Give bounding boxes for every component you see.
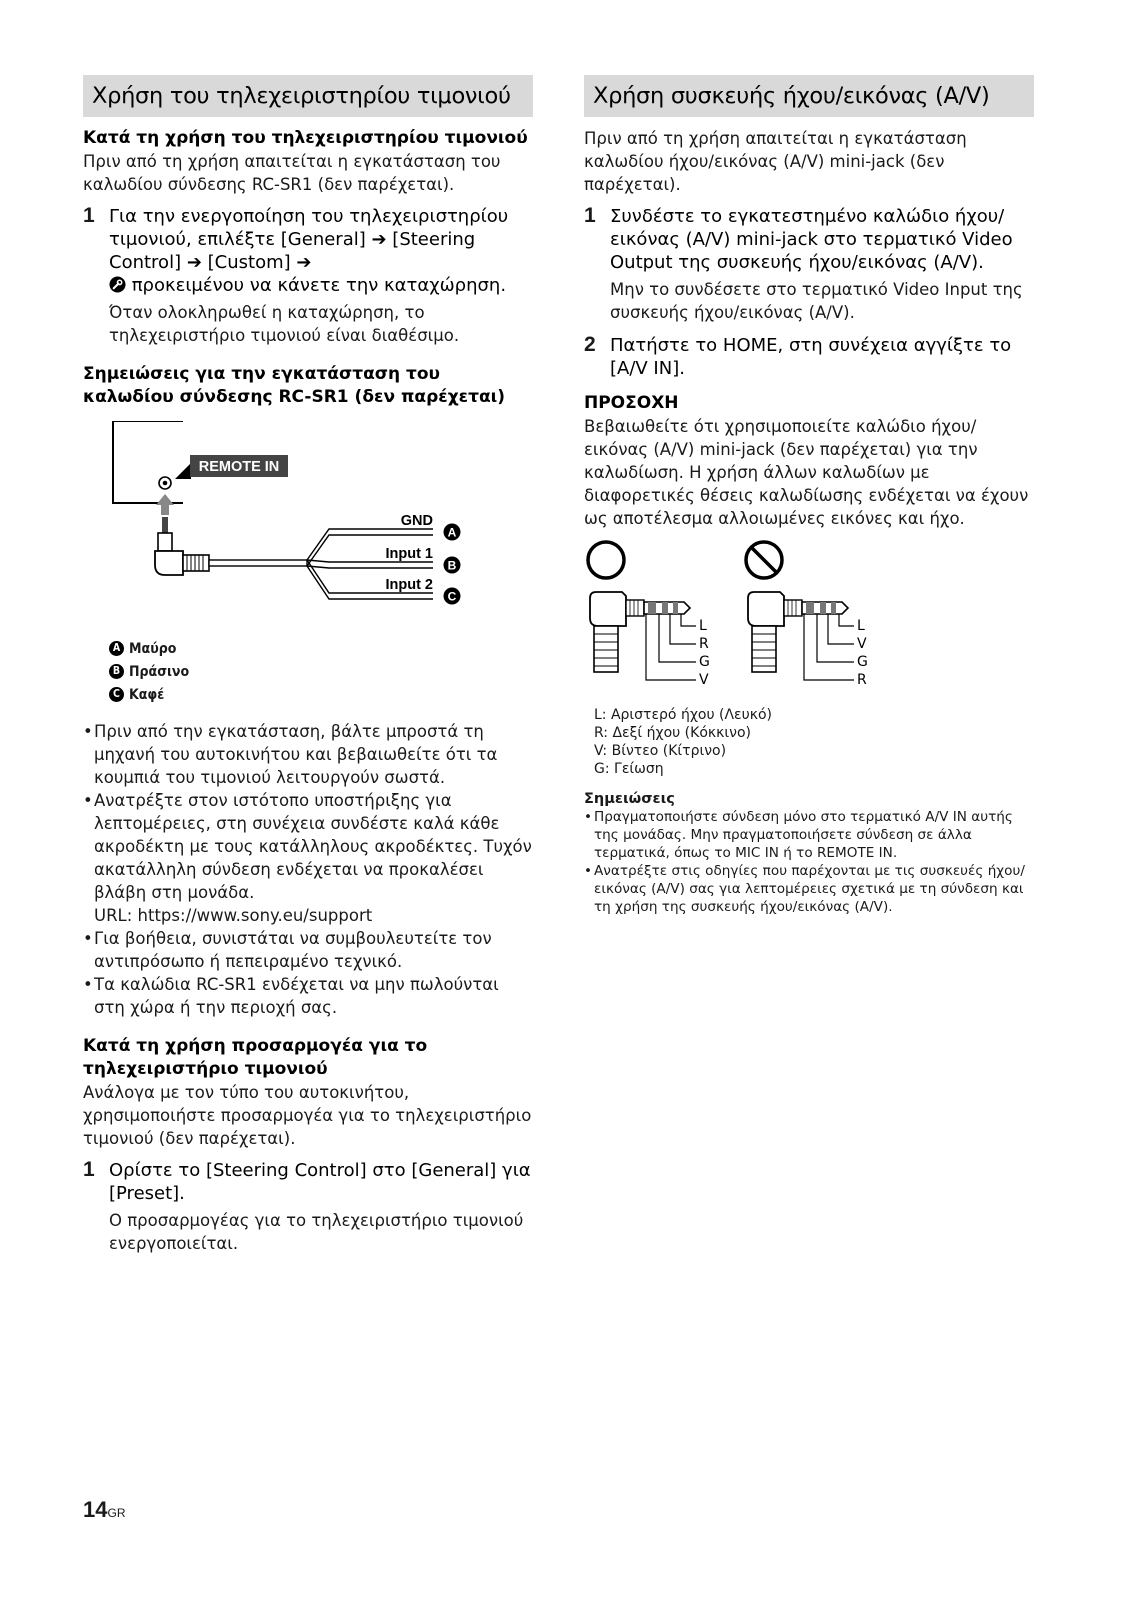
ok-label-4: V [699, 672, 709, 688]
av-step-1 [584, 205, 1034, 324]
jack-wiring-comparison [584, 540, 1034, 700]
legend-item: C Καφέ [109, 683, 533, 706]
step-number: 1 [83, 1158, 95, 1181]
section-title-av-device: Χρήση συσκευής ήχου/εικόνας (A/V) [584, 75, 1034, 117]
step-number: 1 [584, 204, 596, 227]
legend-item: B Πράσινο [109, 660, 533, 683]
wrench-settings-icon [109, 276, 126, 293]
input2-label: Input 2 [385, 577, 433, 593]
ng-label-4: R [857, 672, 867, 688]
remote-in-label: REMOTE IN [198, 459, 280, 475]
caution-text: Βεβαιωθείτε ότι χρησιμοποιείτε καλώδιο ήχου/εικόνας (A/V) mini-jack (δεν παρέχεται) για την καλωδίωση. Η χρήση άλλων καλωδίων με διαφορετικές θέσεις καλωδίωσης ενδέχεται να έχουν ως αποτέλεσμα αλλοιωμένες εικόνες και ήχο. [584, 417, 1029, 528]
step-1-text: Ορίστε το [Steering Control] στο [General] για [Preset]. [109, 1160, 531, 1204]
page-number: 14GR [83, 1497, 126, 1522]
step-1-text: Συνδέστε το εγκατεστημένο καλώδιο ήχου/εικόνας (A/V) mini-jack στο τερματικό Video Output της συσκευής ήχου/εικόνας (A/V). [610, 206, 1013, 273]
list-item: • Πραγματοποιήστε σύνδεση μόνο στο τερματικό A/V IN αυτής της μονάδας. Μην πραγματοποιήσετε σύνδεση σε άλλα τερματικά, όπως το MIC IN ή το REMOTE IN. [584, 808, 1034, 862]
step-1-text: Για την ενεργοποίηση του τηλεχειριστηρίου τιμονιού, επιλέξτε [General] ➔ [Steering Control] ➔ [Custom] ➔ προκειμένου να κάνετε την καταχώρηση. [109, 206, 509, 296]
subheading-steering-remote-use: Κατά τη χρήση του τηλεχειριστηρίου τιμονιού [83, 128, 528, 148]
step-number: 1 [83, 204, 95, 227]
av-intro: Πριν από τη χρήση απαιτείται η εγκατάσταση καλωδίου ήχου/εικόνας (A/V) mini-jack (δεν παρέχεται). [584, 129, 967, 194]
install-notes-list [83, 720, 533, 1019]
ok-circle-icon [588, 542, 624, 578]
ng-label-3: G [857, 654, 868, 670]
av-step-2 [584, 334, 1034, 380]
step-2-text: Πατήστε το HOME, στη συνέχεια αγγίξτε το [A/V IN]. [610, 335, 1012, 379]
wire-color-legend [109, 637, 533, 706]
prohibited-icon [746, 542, 782, 578]
step-1-note: Ο προσαρμογέας για το τηλεχειριστήριο τιμονιού ενεργοποιείται. [109, 1211, 524, 1253]
correct-jack-diagram [588, 542, 710, 688]
badge-b: B [447, 558, 457, 573]
arrow-right-icon: ➔ [296, 252, 312, 273]
list-item: • Ανατρέξτε στις οδηγίες που παρέχονται με τις συσκευές ήχου/εικόνας (A/V) σας για λεπτομέρειες σχετικά με τη σύνδεση και τη χρήση της συσκευής ήχου/εικόνας (A/V). [584, 862, 1034, 916]
right-column [584, 75, 1034, 916]
notes-heading: Σημειώσεις [584, 791, 675, 807]
adapter-step-1 [83, 1159, 533, 1255]
arrow-right-icon: ➔ [371, 229, 387, 250]
jack-legend [594, 706, 1034, 778]
step-1-note: Μην το συνδέσετε στο τερματικό Video Input της συσκευής ήχου/εικόνας (A/V). [610, 280, 1023, 322]
legend-item: R: Δεξί ήχου (Κόκκινο) [594, 725, 751, 741]
legend-item: L: Αριστερό ήχου (Λευκό) [594, 707, 773, 723]
list-item: • Τα καλώδια RC-SR1 ενδέχεται να μην πωλούνται στη χώρα ή την περιοχή σας. [83, 973, 533, 1019]
ng-label-2: V [857, 636, 867, 652]
caution-heading: ΠΡΟΣΟΧΗ [584, 393, 679, 413]
notes-list [584, 808, 1034, 916]
arrow-right-icon: ➔ [186, 252, 202, 273]
input1-label: Input 1 [385, 546, 433, 562]
step-1-note: Όταν ολοκληρωθεί η καταχώρηση, το τηλεχειριστήριο τιμονιού είναι διαθέσιμο. [109, 303, 460, 345]
legend-item: G: Γείωση [594, 761, 664, 777]
badge-c: C [447, 589, 457, 604]
rc-sr1-wiring-diagram [83, 421, 533, 631]
list-item: • Ανατρέξτε στον ιστότοπο υποστήριξης για λεπτομέρειες, στη συνέχεια συνδέστε καλά κάθε ακροδέκτη με τους κατάλληλους ακροδέκτες. Τυχόν ακατάλληλη σύνδεση ενδέχεται να προκαλέσει βλάβη στη μονάδα. URL: https://www.sony.eu/support [83, 789, 533, 927]
ok-label-1: L [699, 618, 707, 634]
steering-step-1 [83, 205, 533, 347]
ok-label-3: G [699, 654, 710, 670]
ng-label-1: L [857, 618, 865, 634]
step-number: 2 [584, 333, 596, 356]
left-column [83, 75, 533, 1255]
badge-a: A [447, 525, 457, 540]
list-item: • Πριν από την εγκατάσταση, βάλτε μπροστά τη μηχανή του αυτοκινήτου και βεβαιωθείτε ότι τα κουμπιά του τιμονιού λειτουργούν σωστά. [83, 720, 533, 789]
support-url: URL: https://www.sony.eu/support [94, 906, 373, 925]
adapter-intro: Ανάλογα με τον τύπο του αυτοκινήτου, χρησιμοποιήστε προσαρμογέα για το τηλεχειριστήριο τιμονιού (δεν παρέχεται). [83, 1083, 532, 1148]
list-item: • Για βοήθεια, συνιστάται να συμβουλευτείτε τον αντιπρόσωπο ή πεπειραμένο τεχνικό. [83, 927, 533, 973]
steering-remote-intro: Πριν από τη χρήση απαιτείται η εγκατάσταση του καλωδίου σύνδεσης RC-SR1 (δεν παρέχεται). [83, 152, 501, 194]
legend-item: A Μαύρο [109, 637, 533, 660]
incorrect-jack-diagram [746, 542, 868, 688]
gnd-label: GND [400, 513, 433, 529]
legend-item: V: Βίντεο (Κίτρινο) [594, 743, 727, 759]
section-title-steering-remote: Χρήση του τηλεχειριστηρίου τιμονιού [83, 75, 533, 117]
subheading-install-notes: Σημειώσεις για την εγκατάσταση του καλωδίου σύνδεσης RC-SR1 (δεν παρέχεται) [83, 364, 506, 407]
subheading-adapter-use: Κατά τη χρήση προσαρμογέα για το τηλεχειριστήριο τιμονιού [83, 1036, 428, 1079]
ok-label-2: R [699, 636, 709, 652]
